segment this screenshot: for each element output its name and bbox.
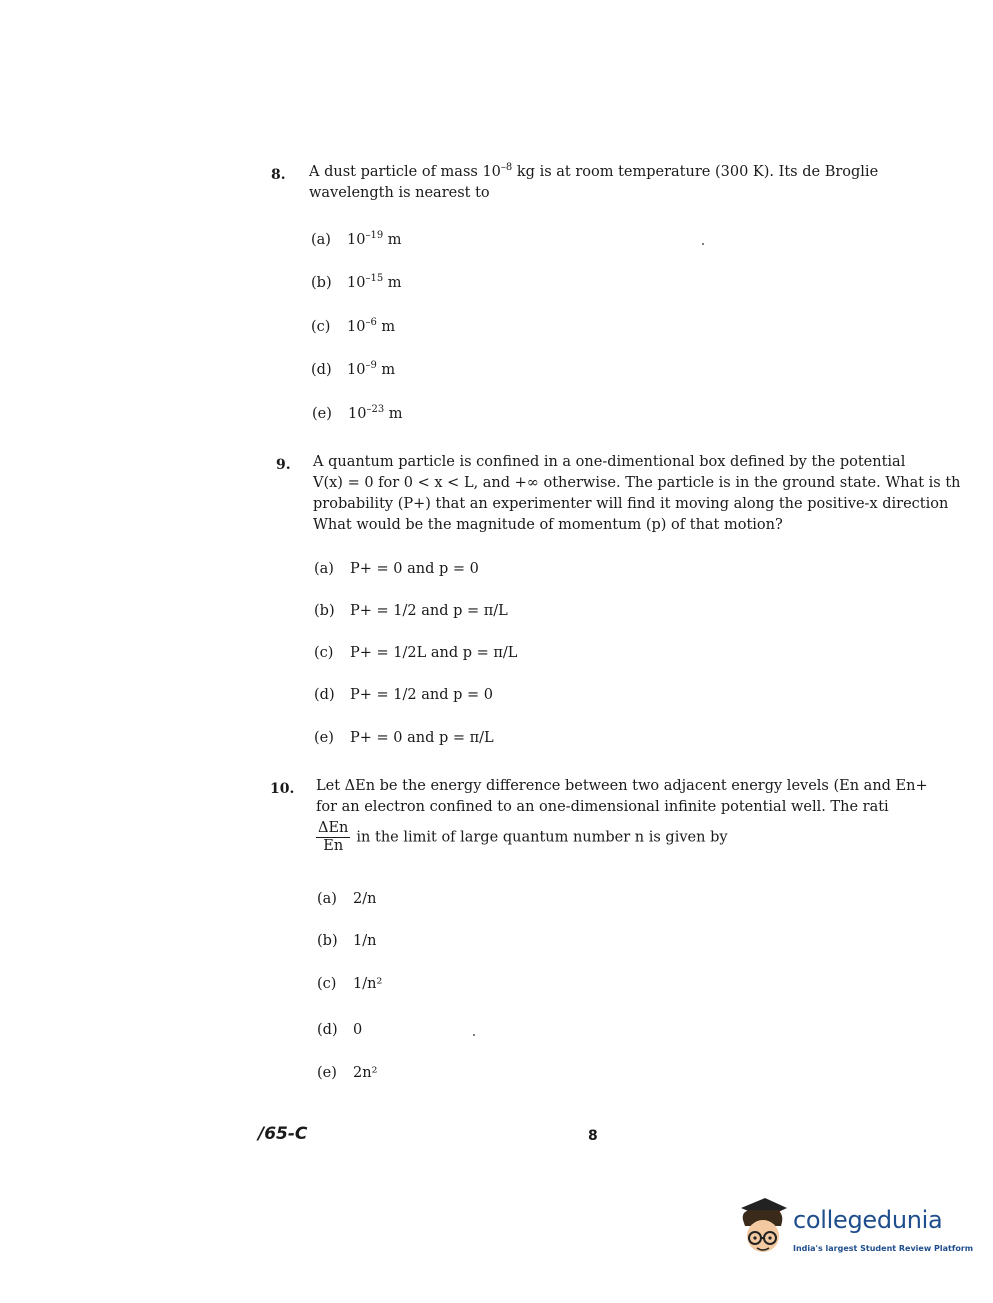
option-d: (d) P+ = 1/2 and p = 0 [314,687,493,703]
paper-code: /65-C [258,1124,308,1144]
question-number: 9. [276,457,291,473]
option-b: (b) 1/n [317,933,377,949]
question-line: What would be the magnitude of momentum (p) of that motion? [313,517,783,533]
brand-logo [735,1196,974,1266]
question-line: wavelength is nearest to [309,185,490,201]
question-line: probability (P+) that an experimenter will find it moving along the positive-x direction [313,496,949,512]
question-text [313,452,961,536]
option-a: (a) $10^{-19}$ m [311,230,402,248]
option-e: (e) P+ = 0 and p = π/L [314,730,494,746]
question-number: 10. [270,781,295,797]
scan-speck [702,243,704,245]
option-b: (b) P+ = 1/2 and p = π/L [314,603,508,619]
option-c: (c) $10^{-6}$ m [311,317,396,335]
option-a: (a) P+ = 0 and p = 0 [314,561,479,577]
question-line: A quantum particle is confined in a one-dimentional box defined by the potential [313,454,906,470]
option-a: (a) 2/n [317,891,377,907]
question-line: A dust particle of mass $10^{-8}$ kg is at room temperature (300 K). Its de Broglie [309,162,879,180]
page-number: 8 [588,1128,598,1144]
option-c: (c) 1/n² [317,976,383,992]
option-e: (e) 2n² [317,1065,378,1081]
option-e: (e) $10^{-23}$ m [312,404,403,422]
brand-tagline: India's largest Student Review Platform [793,1244,974,1253]
question-number: 8. [271,167,286,183]
scan-speck [473,1034,475,1036]
option-b: (b) $10^{-15}$ m [311,273,402,291]
question-line: $\frac{\text{ΔEn}}{En}$ in the limit of large quantum number n is given by [318,820,728,854]
brand-name: collegedunia [793,1206,943,1234]
question-line: V(x) = 0 for 0 < x < L, and +∞ otherwise. The particle is in the ground state. What is th [313,475,961,491]
fraction: $\frac{\text{ΔEn}}{En}$ [318,820,349,854]
option-d: (d) $10^{-9}$ m [311,360,396,378]
option-c: (c) P+ = 1/2L and p = π/L [314,645,518,661]
question-text [309,162,878,204]
mascot-icon [735,1196,791,1262]
question-line: Let ΔEn be the energy difference between two adjacent energy levels (En and En+ [316,778,928,794]
option-d: (d) 0 [317,1022,363,1038]
question-text [316,776,928,855]
question-line: for an electron confined to an one-dimensional infinite potential well. The rati [316,799,889,815]
